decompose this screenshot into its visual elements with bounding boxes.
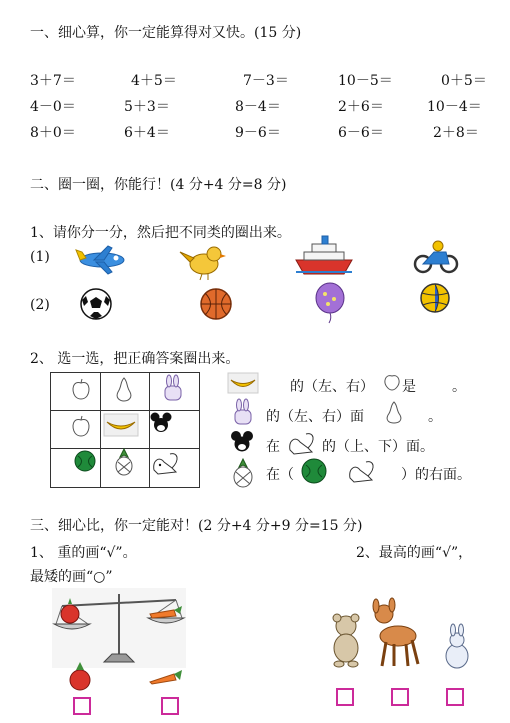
balloon-icon[interactable] [314,283,346,323]
arith-item: 6－6＝ [338,125,384,141]
arith-item: 9－6＝ [235,125,281,141]
pineapple-icon[interactable] [232,458,254,488]
squirrel-icon[interactable] [346,458,376,484]
statement-1-a: 的（左、右） [290,379,374,395]
bear-icon[interactable] [326,612,366,668]
question-1: 1、请你分一分，然后把不同类的圈出来。 [30,225,291,241]
pineapple-icon[interactable] [114,448,134,476]
arith-item: 6＋4＝ [124,125,170,141]
statement-3-b: 的（上、下）面。 [322,439,434,455]
arith-item: 4－0＝ [30,99,76,115]
section3-question-2b: 最矮的画“○” [30,569,113,585]
balance-scale-icon [52,588,186,668]
arith-item: 2＋6＝ [338,99,384,115]
answer-box-carrot[interactable] [161,697,179,715]
carrot-icon[interactable] [150,670,182,688]
section1-title: 一、细心算，你一定能算得对又快。(15 分) [30,25,302,41]
arith-item: 8＋0＝ [30,125,76,141]
section2-title: 二、圈一圈，你能行！(4 分+4 分=8 分) [30,177,287,193]
ship-icon[interactable] [296,236,352,276]
answer-box-deer[interactable] [391,688,409,706]
basketball-icon[interactable] [200,288,232,320]
statement-1-b: 是 [402,379,416,395]
airplane-icon[interactable] [76,242,128,276]
row-label-1: (1) [30,249,50,265]
rabbit-icon[interactable] [160,376,186,402]
banana-icon[interactable] [228,373,258,393]
watermelon-icon[interactable] [74,450,96,472]
squirrel-icon[interactable] [286,430,316,456]
rabbit-icon[interactable] [440,626,474,670]
soccer-ball-icon[interactable] [80,288,112,320]
watermelon-icon[interactable] [301,458,327,484]
arith-item: 10－5＝ [338,73,393,89]
section3-title: 三、细心比，你一定能对！(2 分+4 分+9 分=15 分) [30,518,363,534]
apple-icon[interactable] [70,378,92,400]
squirrel-icon[interactable] [150,450,180,476]
arith-item: 0＋5＝ [441,73,487,89]
arith-item: 8－4＝ [235,99,281,115]
statement-1-c: 。 [452,379,466,395]
rabbit-icon[interactable] [230,400,258,426]
apple-icon[interactable] [383,372,401,392]
answer-box-bear[interactable] [336,688,354,706]
arith-item: 10－4＝ [427,99,482,115]
pear-icon[interactable] [114,376,134,402]
arith-item: 7－3＝ [243,73,289,89]
deer-icon[interactable] [370,596,426,668]
radish-icon[interactable] [66,662,94,692]
mickey-icon[interactable] [150,412,172,436]
volleyball-icon[interactable] [420,283,450,313]
statement-3-a: 在 [266,439,280,455]
row-label-2: (2) [30,297,50,313]
mickey-icon[interactable] [230,430,254,456]
question-2: 2、 选一选，把正确答案圈出来。 [30,351,240,367]
statement-2-c: 。 [428,409,442,425]
answer-box-rabbit[interactable] [446,688,464,706]
arith-item: 4＋5＝ [131,73,177,89]
statement-4-a: 在（ [266,467,294,483]
statement-4-b: ）的右面。 [401,467,471,483]
arith-item: 5＋3＝ [124,99,170,115]
banana-icon[interactable] [104,414,138,436]
arith-item: 2＋8＝ [433,125,479,141]
section3-question-1: 1、 重的画“√”。 [30,545,137,561]
motorbike-icon[interactable] [414,240,458,274]
pear-icon[interactable] [385,400,403,424]
apple-icon[interactable] [70,415,92,437]
arith-item: 3＋7＝ [30,73,76,89]
answer-box-radish[interactable] [73,697,91,715]
section3-question-2a: 2、最高的画“√”， [356,545,473,561]
bird-icon[interactable] [180,242,224,280]
statement-2-a: 的（左、右）面 [266,409,364,425]
